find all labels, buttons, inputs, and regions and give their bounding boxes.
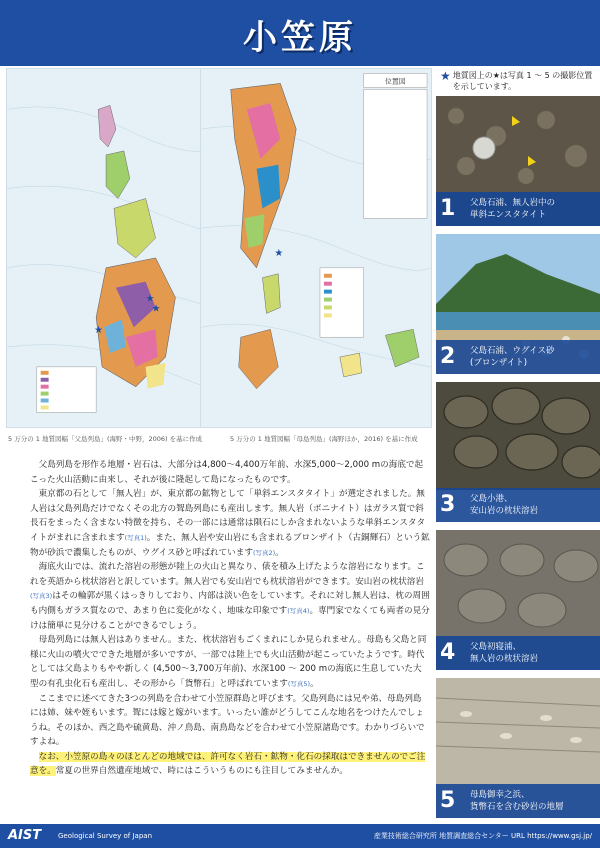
photo-5 [436, 678, 600, 818]
collection-warning: なお、小笠原の島々のほとんどの地域では、許可なく岩石・鉱物・化石の採取はできませんのでご注意を。 [30, 751, 426, 777]
paragraph-6: なお、小笠原の島々のほとんどの地域では、許可なく岩石・鉱物・化石の採取はできませんのでご注意を。常夏の世界自然遺産地域で、時にはこういうものにも注目してみませんか。 [30, 751, 426, 777]
body-text [30, 458, 430, 779]
svg-text:★: ★ [151, 303, 161, 315]
gsj-name: Geological Survey of Japan [58, 832, 153, 840]
paragraph-4: 母島列島には無人岩はありません。また、枕状溶岩もごくまれにしか見られません。母島も父島と同様に火山の噴火でできた地層が多いですが、一部では陸上でも火山活動が起こっていたようです。時代としては父島よりもやや新しく (4,500～3,700万年前)、水深100 ～ 200 mの海底に生息していた大型の有孔虫化石も産出し、その形から「貨幣石」と呼ばれています(写真5)。 [30, 635, 427, 689]
photo-4-label: 4 父島初寝浦、 無人岩の枕状溶岩 [436, 636, 600, 670]
photo-2-reference: (写真2) [252, 548, 276, 557]
photo-5-label: 5 母島御幸之浜、 貨幣石を含む砂岩の地層 [436, 784, 600, 818]
photo-3-reference: (写真3) [30, 592, 53, 601]
paragraph-1: 父島列島を形作る地層・岩石は、大部分は4,800～4,400万年前、水深5,000～2,000 mの海底で起こった火山活動に由来し、それが後に隆起して島になったものです。 [30, 460, 424, 485]
chichijima-geologic-map [6, 68, 216, 428]
photo-1-label: 1 父島石浦、無人岩中の 単斜エンスタタイト [436, 192, 600, 226]
paragraph-3: 海底火山では、流れた溶岩の形態が陸上の火山と異なり、俵を積み上げたような溶岩になります。これを英語から枕状溶岩と訳しています。無人岩でも安山岩でも枕状溶岩ができます。安山岩の枕状溶岩(写真3)はその輪郭が黒くはっきりしており、内部は淡い色をしています。それに対し無人岩は、枕の周囲も内側もガラス質なので、あまり色に変化がなく、地味な印象です(写真4)。専門家でなくても両者の見分けは簡単に見分けることができるでしょう。 [30, 562, 430, 631]
left-map-caption: 5 万分の 1 地質図幅「父島列島」(海野・中野，2006) を基に作成 [8, 435, 203, 443]
svg-text:★: ★ [94, 325, 104, 337]
hahajima-geologic-map [200, 68, 432, 428]
photo-1-reference: (写真1) [124, 533, 147, 542]
star-legend-note [440, 70, 598, 92]
photo-4 [436, 530, 600, 670]
map-locator-title: 位置図 [384, 77, 406, 86]
photo-2-label: 2 父島石浦、ウグイス砂 (ブロンザイト) [436, 340, 600, 374]
paragraph-5: ここまでに述べてきた3つの列島を合わせて小笠原群島と呼びます。父島列島には兄や弟、母島列島には姉、妹や姪もいます。聟には嫁と嫁がいます。いったい誰がどうしてこんな地名をつけたんでしょうね。そのほか、西之島や硫黄島、沖ノ鳥島、南鳥島などを合わせて小笠原諸島です。わかりづらいですよね。 [30, 693, 425, 748]
aist-logo: AIST [8, 828, 42, 843]
title-banner [0, 0, 600, 66]
photo-2 [436, 234, 600, 374]
svg-text:★: ★ [145, 293, 155, 305]
footer [0, 824, 600, 848]
photo-4-reference: (写真4) [287, 606, 310, 615]
page-title: 小笠原 [243, 18, 357, 58]
star-icon: ★ [440, 69, 451, 83]
right-map-caption: 5 万分の 1 地質図幅「母島列島」(海野ほか，2016) を基に作成 [230, 435, 418, 443]
star-legend-text: 地質図上の★は写真 1 ～ 5 の撮影位置を示しています。 [452, 71, 593, 91]
photo-5-reference: (写真5) [287, 679, 311, 688]
svg-text:★: ★ [274, 247, 284, 259]
photo-3-label: 3 父島小港、 安山岩の枕状溶岩 [436, 488, 600, 522]
photo-3 [436, 382, 600, 522]
photo-1 [436, 96, 600, 226]
footer-org-url: 産業技術総合研究所 地質調査総合センター URL https://www.gsj.jp/ [373, 832, 592, 840]
paragraph-2: 東京都の石として「無人岩」が、東京都の鉱物として「単斜エンスタタイト」が選定されました。無人岩は父島列島だけでなくその北方の聟島列島にも産出します。無人岩（ボニナイト）はガラス質で斜長石をまったく含まない特徴を持ち、その一部には通常は隕石にしか含まれないような単斜エンスタタイトがまれに含まれます(写真1)。また、無人岩や安山岩にも含まれるブロンザイト（古銅輝石）という鉱物が砂浜で濃集したものが、ウグイス砂と呼ばれています(写真2)。 [30, 489, 430, 558]
